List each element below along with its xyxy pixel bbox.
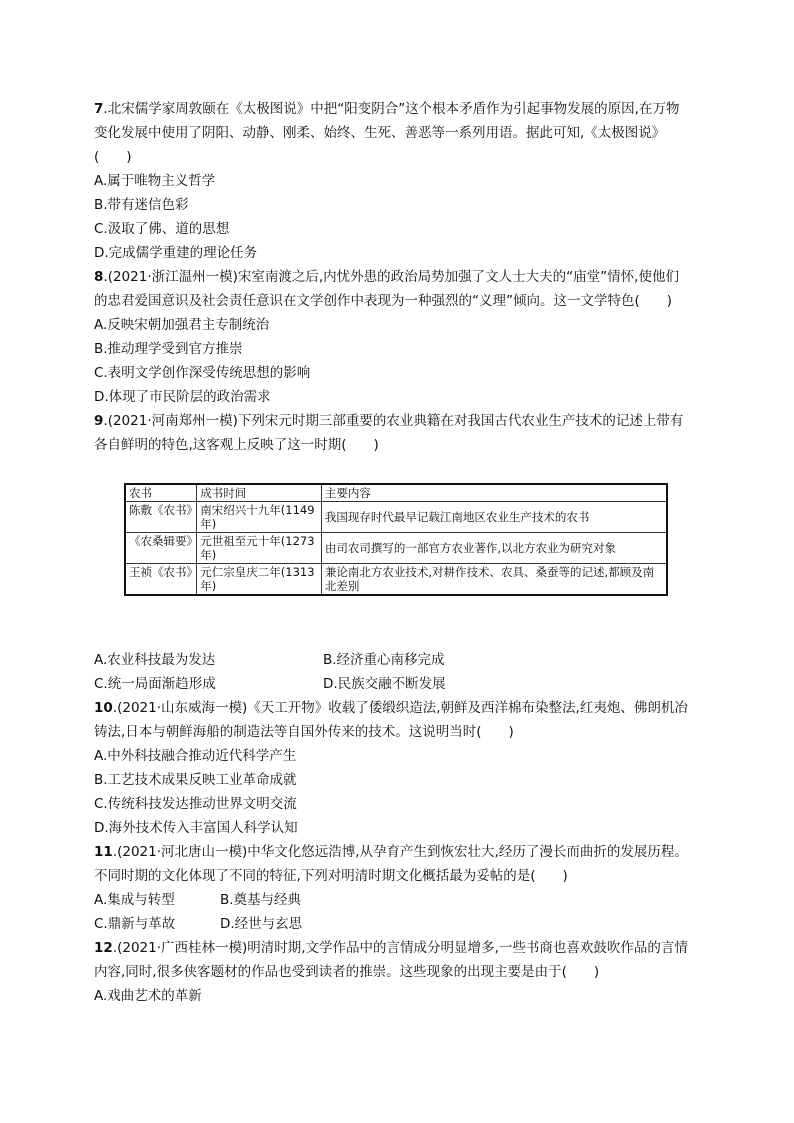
option-c: C.传统科技发达推动世界文明交流 <box>94 796 297 812</box>
question-text: .(2021·广西桂林一模)明清时期,文学作品中的言情成分明显增多,一些书商也喜欢鼓吹作品的言情 <box>112 940 688 956</box>
question-text: .(2021·浙江温州一模)宋室南渡之后,内忧外患的政治局势加强了文人士大夫的“庙堂”情怀,使他们 <box>103 269 679 285</box>
question-7-line-1 <box>94 101 704 117</box>
table-cell: 陈敷《农书》 <box>125 502 197 533</box>
question-9-line-1 <box>94 413 704 429</box>
option-a: A.属于唯物主义哲学 <box>94 173 216 189</box>
table-row <box>125 502 667 533</box>
option-b: B.经济重心南移完成 <box>323 652 445 668</box>
question-8-line-2: 的忠君爱国意识及社会责任意识在文学创作中表现为一种强烈的“义理”倾向。这一文学特色( ) <box>94 293 673 309</box>
table-row <box>125 533 667 564</box>
question-12-line-1 <box>94 940 704 956</box>
option-c: C.统一局面渐趋形成 <box>94 676 216 692</box>
table-cell: 由司农司撰写的一部官方农业著作,以北方农业为研究对象 <box>321 533 667 564</box>
table-header: 成书时间 <box>197 484 322 502</box>
question-number: 11 <box>94 844 113 860</box>
table-cell: 元世祖至元十年(1273年) <box>197 533 322 564</box>
table-cell: 南宋绍兴十九年(1149年) <box>197 502 322 533</box>
question-10-line-2: 铸法,日本与朝鲜海船的制造法等自国外传来的技术。这说明当时( ) <box>94 724 514 740</box>
table-row <box>125 564 667 596</box>
question-text: .(2021·山东威海一模)《天工开物》收载了倭缎织造法,朝鲜及西洋棉布染整法,红夷炮、佛朗机冶 <box>112 700 688 716</box>
option-a: A.集成与转型 <box>94 892 175 908</box>
option-b: B.推动理学受到官方推崇 <box>94 341 243 357</box>
question-10-line-1 <box>94 700 704 716</box>
question-number: 10 <box>94 700 113 716</box>
option-a: A.农业科技最为发达 <box>94 652 216 668</box>
table-header: 农书 <box>125 484 197 502</box>
option-d: D.体现了市民阶层的政治需求 <box>94 389 271 405</box>
answer-parentheses: ( ) <box>94 149 132 165</box>
table-cell: 元仁宗皇庆二年(1313年) <box>197 564 322 596</box>
table-cell: 《农桑辑要》 <box>125 533 197 564</box>
table-header-row <box>125 484 667 502</box>
question-text: .(2021·河北唐山一模)中华文化悠远浩博,从孕育产生到恢宏壮大,经历了漫长而曲折的发展历程。 <box>112 844 688 860</box>
question-number: 12 <box>94 940 113 956</box>
table-cell: 兼论南北方农业技术,对耕作技术、农具、桑蚕等的记述,都顾及南北差别 <box>321 564 667 596</box>
question-number: 7 <box>94 101 104 117</box>
option-d: D.经世与玄思 <box>220 916 303 932</box>
question-text: .北宋儒学家周敦颐在《太极图说》中把“阳变阴合”这个根本矛盾作为引起事物发展的原因,在万物 <box>103 101 680 117</box>
question-11-line-1 <box>94 844 704 860</box>
option-d: D.民族交融不断发展 <box>323 676 446 692</box>
table-header: 主要内容 <box>321 484 667 502</box>
option-b: B.工艺技术成果反映工业革命成就 <box>94 772 297 788</box>
question-12-line-2: 内容,同时,很多侠客题材的作品也受到读者的推崇。这些现象的出现主要是由于( ) <box>94 964 600 980</box>
option-d: D.完成儒学重建的理论任务 <box>94 245 258 261</box>
question-number: 9 <box>94 413 104 429</box>
question-8-line-1 <box>94 269 704 285</box>
option-c: C.表明文学创作深受传统思想的影响 <box>94 365 311 381</box>
option-a: A.中外科技融合推动近代科学产生 <box>94 748 297 764</box>
question-11-line-2: 不同时期的文化体现了不同的特征,下列对明清时期文化概括最为妥帖的是( ) <box>94 868 568 884</box>
question-text: .(2021·河南郑州一模)下列宋元时期三部重要的农业典籍在对我国古代农业生产技术的记述上带有 <box>103 413 684 429</box>
table-cell: 我国现存时代最早记载江南地区农业生产技术的农书 <box>321 502 667 533</box>
option-c: C.汲取了佛、道的思想 <box>94 221 230 237</box>
table-cell: 王祯《农书》 <box>125 564 197 596</box>
question-9-line-2: 各自鲜明的特色,这客观上反映了这一时期( ) <box>94 437 379 453</box>
question-number: 8 <box>94 269 104 285</box>
option-b: B.奠基与经典 <box>220 892 302 908</box>
option-c: C.鼎新与革故 <box>94 916 176 932</box>
option-d: D.海外技术传入丰富国人科学认知 <box>94 820 298 836</box>
agricultural-books-table <box>124 483 668 596</box>
question-7-line-2: 变化发展中使用了阴阳、动静、刚柔、始终、生死、善恶等一系列用语。据此可知,《太极图说》 <box>94 125 666 141</box>
option-a: A.反映宋朝加强君主专制统治 <box>94 317 270 333</box>
option-b: B.带有迷信色彩 <box>94 197 189 213</box>
option-a: A.戏曲艺术的革新 <box>94 988 202 1004</box>
